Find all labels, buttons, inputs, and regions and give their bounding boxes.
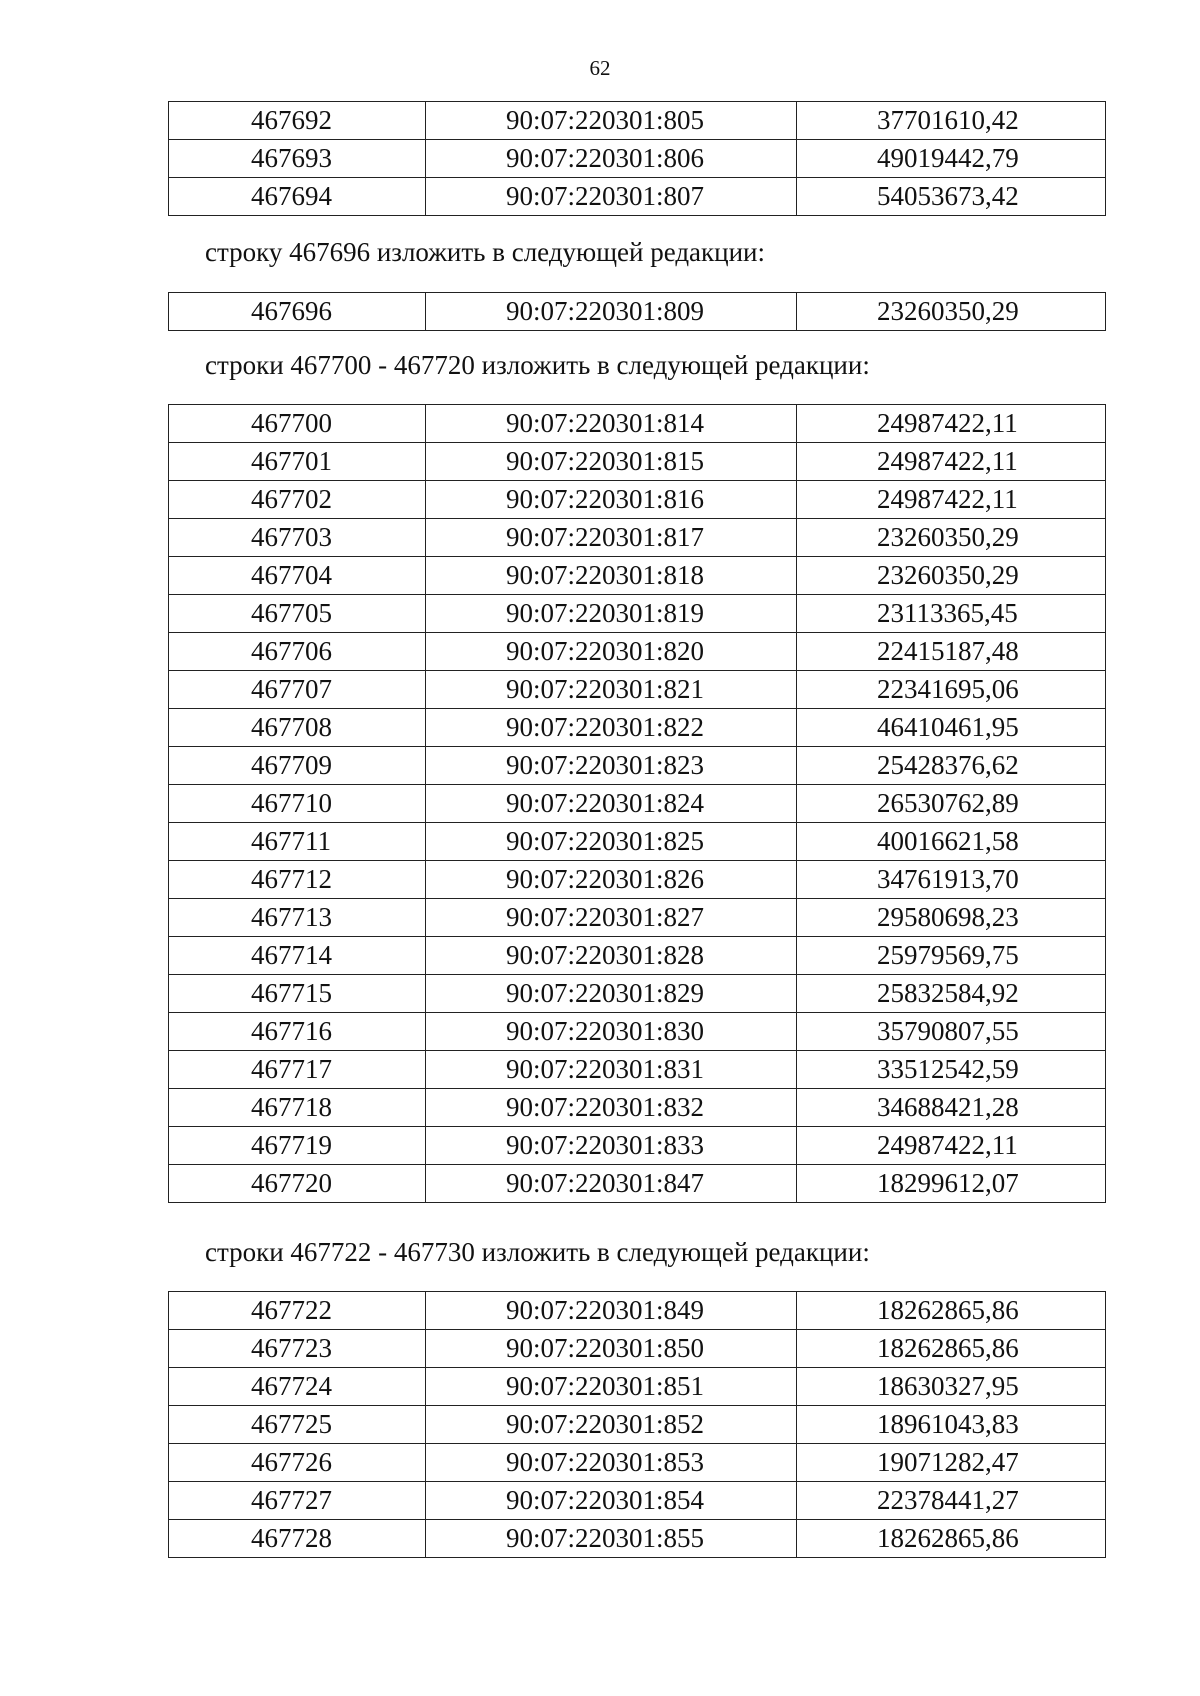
row-number-cell: 467710 xyxy=(169,785,426,823)
row-number-cell: 467703 xyxy=(169,519,426,557)
row-number-cell: 467711 xyxy=(169,823,426,861)
value-cell: 37701610,42 xyxy=(797,102,1106,140)
cadastral-number-cell: 90:07:220301:807 xyxy=(426,178,797,216)
value-cell: 22378441,27 xyxy=(797,1482,1106,1520)
table-row xyxy=(169,1444,1106,1482)
value-cell: 18299612,07 xyxy=(797,1165,1106,1203)
value-cell: 22415187,48 xyxy=(797,633,1106,671)
cadastral-number-cell: 90:07:220301:820 xyxy=(426,633,797,671)
cadastral-number-cell: 90:07:220301:822 xyxy=(426,709,797,747)
cadastral-number-cell: 90:07:220301:833 xyxy=(426,1127,797,1165)
cadastral-number-cell: 90:07:220301:816 xyxy=(426,481,797,519)
table-row xyxy=(169,1089,1106,1127)
value-cell: 18961043,83 xyxy=(797,1406,1106,1444)
row-number-cell: 467726 xyxy=(169,1444,426,1482)
cadastral-number-cell: 90:07:220301:827 xyxy=(426,899,797,937)
table-row xyxy=(169,823,1106,861)
cadastral-number-cell: 90:07:220301:815 xyxy=(426,443,797,481)
table-row xyxy=(169,178,1106,216)
instruction-text-3: строки 467722 - 467730 изложить в следующей редакции: xyxy=(205,1237,870,1267)
table-row xyxy=(169,975,1106,1013)
cadastral-number-cell: 90:07:220301:853 xyxy=(426,1444,797,1482)
table-row xyxy=(169,1013,1106,1051)
value-cell: 40016621,58 xyxy=(797,823,1106,861)
value-cell: 22341695,06 xyxy=(797,671,1106,709)
row-number-cell: 467692 xyxy=(169,102,426,140)
value-cell: 24987422,11 xyxy=(797,405,1106,443)
row-number-cell: 467706 xyxy=(169,633,426,671)
cadastral-number-cell: 90:07:220301:852 xyxy=(426,1406,797,1444)
value-cell: 25832584,92 xyxy=(797,975,1106,1013)
cadastral-number-cell: 90:07:220301:809 xyxy=(426,293,797,331)
value-cell: 24987422,11 xyxy=(797,443,1106,481)
row-number-cell: 467696 xyxy=(169,293,426,331)
row-number-cell: 467719 xyxy=(169,1127,426,1165)
value-cell: 49019442,79 xyxy=(797,140,1106,178)
cadastral-number-cell: 90:07:220301:832 xyxy=(426,1089,797,1127)
cadastral-table-1 xyxy=(168,101,1106,216)
table-row xyxy=(169,1482,1106,1520)
cadastral-table-4 xyxy=(168,1291,1106,1558)
table-row xyxy=(169,1520,1106,1558)
page-number: 62 xyxy=(589,56,611,80)
cadastral-number-cell: 90:07:220301:814 xyxy=(426,405,797,443)
cadastral-number-cell: 90:07:220301:854 xyxy=(426,1482,797,1520)
value-cell: 46410461,95 xyxy=(797,709,1106,747)
value-cell: 23260350,29 xyxy=(797,519,1106,557)
table-row xyxy=(169,633,1106,671)
row-number-cell: 467727 xyxy=(169,1482,426,1520)
table-row xyxy=(169,937,1106,975)
table-row xyxy=(169,1165,1106,1203)
cadastral-number-cell: 90:07:220301:831 xyxy=(426,1051,797,1089)
row-number-cell: 467714 xyxy=(169,937,426,975)
table-row xyxy=(169,405,1106,443)
row-number-cell: 467701 xyxy=(169,443,426,481)
value-cell: 18262865,86 xyxy=(797,1520,1106,1558)
row-number-cell: 467704 xyxy=(169,557,426,595)
table-row xyxy=(169,293,1106,331)
row-number-cell: 467725 xyxy=(169,1406,426,1444)
table-row xyxy=(169,1406,1106,1444)
table-row xyxy=(169,861,1106,899)
row-number-cell: 467708 xyxy=(169,709,426,747)
table-row xyxy=(169,1330,1106,1368)
row-number-cell: 467707 xyxy=(169,671,426,709)
cadastral-number-cell: 90:07:220301:824 xyxy=(426,785,797,823)
cadastral-number-cell: 90:07:220301:806 xyxy=(426,140,797,178)
table-row xyxy=(169,443,1106,481)
value-cell: 34761913,70 xyxy=(797,861,1106,899)
row-number-cell: 467716 xyxy=(169,1013,426,1051)
cadastral-number-cell: 90:07:220301:821 xyxy=(426,671,797,709)
table-row xyxy=(169,709,1106,747)
value-cell: 23260350,29 xyxy=(797,293,1106,331)
row-number-cell: 467715 xyxy=(169,975,426,1013)
row-number-cell: 467718 xyxy=(169,1089,426,1127)
cadastral-number-cell: 90:07:220301:830 xyxy=(426,1013,797,1051)
table-row xyxy=(169,1368,1106,1406)
cadastral-number-cell: 90:07:220301:849 xyxy=(426,1292,797,1330)
value-cell: 26530762,89 xyxy=(797,785,1106,823)
row-number-cell: 467712 xyxy=(169,861,426,899)
row-number-cell: 467700 xyxy=(169,405,426,443)
row-number-cell: 467728 xyxy=(169,1520,426,1558)
value-cell: 25428376,62 xyxy=(797,747,1106,785)
value-cell: 24987422,11 xyxy=(797,481,1106,519)
row-number-cell: 467709 xyxy=(169,747,426,785)
value-cell: 18630327,95 xyxy=(797,1368,1106,1406)
row-number-cell: 467702 xyxy=(169,481,426,519)
row-number-cell: 467694 xyxy=(169,178,426,216)
row-number-cell: 467723 xyxy=(169,1330,426,1368)
cadastral-table-3 xyxy=(168,404,1106,1203)
value-cell: 29580698,23 xyxy=(797,899,1106,937)
cadastral-number-cell: 90:07:220301:851 xyxy=(426,1368,797,1406)
value-cell: 23113365,45 xyxy=(797,595,1106,633)
table-row xyxy=(169,1127,1106,1165)
table-row xyxy=(169,785,1106,823)
row-number-cell: 467705 xyxy=(169,595,426,633)
value-cell: 24987422,11 xyxy=(797,1127,1106,1165)
cadastral-number-cell: 90:07:220301:818 xyxy=(426,557,797,595)
row-number-cell: 467693 xyxy=(169,140,426,178)
table-row xyxy=(169,481,1106,519)
table-row xyxy=(169,595,1106,633)
value-cell: 54053673,42 xyxy=(797,178,1106,216)
cadastral-number-cell: 90:07:220301:823 xyxy=(426,747,797,785)
table-row xyxy=(169,899,1106,937)
value-cell: 23260350,29 xyxy=(797,557,1106,595)
table-row xyxy=(169,747,1106,785)
cadastral-number-cell: 90:07:220301:850 xyxy=(426,1330,797,1368)
value-cell: 35790807,55 xyxy=(797,1013,1106,1051)
cadastral-number-cell: 90:07:220301:826 xyxy=(426,861,797,899)
value-cell: 34688421,28 xyxy=(797,1089,1106,1127)
table-row xyxy=(169,1292,1106,1330)
cadastral-number-cell: 90:07:220301:847 xyxy=(426,1165,797,1203)
row-number-cell: 467717 xyxy=(169,1051,426,1089)
instruction-text-1: строку 467696 изложить в следующей редакции: xyxy=(205,237,766,267)
value-cell: 33512542,59 xyxy=(797,1051,1106,1089)
cadastral-number-cell: 90:07:220301:828 xyxy=(426,937,797,975)
row-number-cell: 467713 xyxy=(169,899,426,937)
table-row xyxy=(169,671,1106,709)
cadastral-number-cell: 90:07:220301:855 xyxy=(426,1520,797,1558)
instruction-text-2: строки 467700 - 467720 изложить в следующей редакции: xyxy=(205,350,870,380)
cadastral-number-cell: 90:07:220301:829 xyxy=(426,975,797,1013)
row-number-cell: 467720 xyxy=(169,1165,426,1203)
table-row xyxy=(169,140,1106,178)
value-cell: 18262865,86 xyxy=(797,1292,1106,1330)
row-number-cell: 467724 xyxy=(169,1368,426,1406)
cadastral-number-cell: 90:07:220301:805 xyxy=(426,102,797,140)
cadastral-number-cell: 90:07:220301:825 xyxy=(426,823,797,861)
value-cell: 18262865,86 xyxy=(797,1330,1106,1368)
value-cell: 19071282,47 xyxy=(797,1444,1106,1482)
value-cell: 25979569,75 xyxy=(797,937,1106,975)
table-row xyxy=(169,519,1106,557)
table-row xyxy=(169,102,1106,140)
cadastral-number-cell: 90:07:220301:819 xyxy=(426,595,797,633)
table-row xyxy=(169,1051,1106,1089)
cadastral-number-cell: 90:07:220301:817 xyxy=(426,519,797,557)
table-row xyxy=(169,557,1106,595)
row-number-cell: 467722 xyxy=(169,1292,426,1330)
cadastral-table-2 xyxy=(168,292,1106,331)
